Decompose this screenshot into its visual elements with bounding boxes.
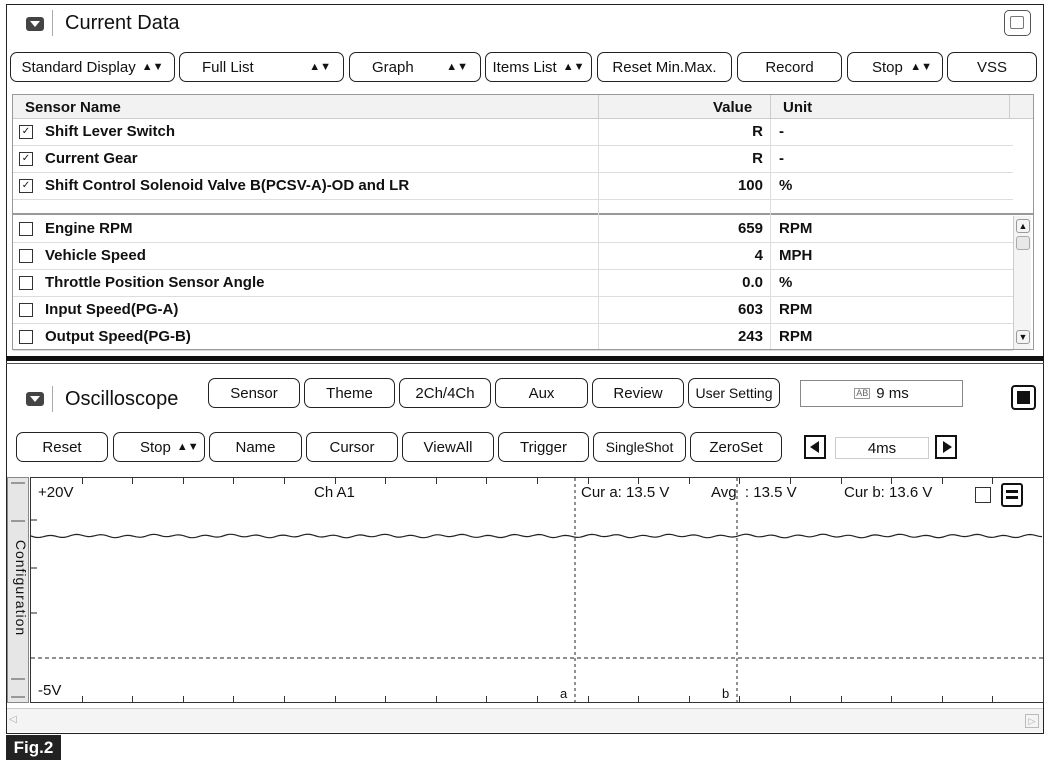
sensor-unit: % [779, 274, 793, 291]
channel-button[interactable]: 2Ch/4Ch [399, 378, 491, 408]
record-button[interactable]: Record [737, 52, 842, 82]
x-tick [284, 478, 285, 484]
x-tick [841, 696, 842, 702]
scroll-down-icon[interactable]: ▼ [1016, 330, 1030, 344]
sensor-name: Shift Lever Switch [45, 123, 176, 140]
table-row[interactable] [13, 243, 1013, 270]
x-tick [436, 478, 437, 484]
sensor-name: Input Speed(PG-A) [45, 301, 179, 318]
table-row[interactable] [13, 270, 1013, 297]
stop-square-icon[interactable] [1011, 385, 1036, 410]
x-tick [689, 478, 690, 484]
sample-time-display [800, 380, 963, 407]
timebase-decrease-icon[interactable] [804, 435, 826, 459]
sensor-unit: - [779, 123, 784, 140]
table-scrollbar[interactable] [1013, 216, 1031, 349]
x-tick [183, 478, 184, 484]
checkbox-checked-icon[interactable]: ✓ [19, 152, 33, 166]
x-tick [132, 696, 133, 702]
x-tick [790, 696, 791, 702]
average-readout: Avg : 13.5 V [711, 484, 797, 501]
table-row[interactable] [13, 146, 1013, 173]
checkbox-checked-icon[interactable]: ✓ [19, 179, 33, 193]
x-tick [385, 696, 386, 702]
x-tick [183, 696, 184, 702]
x-tick [132, 478, 133, 484]
updown-icon: ▲▼ [910, 60, 932, 73]
column-unit[interactable]: Unit [783, 99, 813, 116]
stop-mode-select[interactable]: Stop ▲▼ [113, 432, 205, 462]
configuration-label: Configuration [13, 539, 29, 637]
waveform-canvas [31, 478, 1043, 702]
x-tick [588, 478, 589, 484]
oscilloscope-title: Oscilloscope [65, 388, 179, 410]
x-tick [992, 478, 993, 484]
checkbox-icon[interactable] [19, 303, 33, 317]
checkbox-icon[interactable] [19, 330, 33, 344]
sensor-value: 100 [737, 177, 763, 194]
current-data-title: Current Data [65, 12, 180, 34]
table-header [13, 95, 1033, 119]
divider [52, 386, 53, 412]
x-tick [841, 478, 842, 484]
graph-select[interactable]: Graph ▲▼ [349, 52, 481, 82]
x-tick [486, 696, 487, 702]
maximize-icon[interactable] [1004, 10, 1031, 36]
full-list-select[interactable]: Full List ▲▼ [179, 52, 344, 82]
checkbox-icon[interactable] [19, 276, 33, 290]
sensor-table [12, 94, 1034, 350]
aux-button[interactable]: Aux [495, 378, 588, 408]
viewall-button[interactable]: ViewAll [402, 432, 494, 462]
reset-minmax-button[interactable]: Reset Min.Max. [597, 52, 732, 82]
table-row[interactable] [13, 216, 1013, 243]
table-row[interactable] [13, 324, 1013, 351]
x-tick [537, 696, 538, 702]
sensor-unit: RPM [779, 328, 813, 345]
x-tick [942, 478, 943, 484]
updown-icon: ▲▼ [562, 60, 585, 73]
sample-icon: AB [856, 388, 869, 398]
x-tick [385, 478, 386, 484]
timebase-increase-icon[interactable] [935, 435, 957, 459]
cursor-a-marker: a [560, 686, 568, 701]
checkbox-checked-icon[interactable]: ✓ [19, 125, 33, 139]
reset-button[interactable]: Reset [16, 432, 108, 462]
standard-display-select[interactable]: Standard Display ▲▼ [10, 52, 175, 82]
x-tick [689, 696, 690, 702]
x-tick [992, 696, 993, 702]
vss-button[interactable]: VSS [947, 52, 1037, 82]
sensor-value: R [752, 123, 763, 140]
x-tick [739, 478, 740, 484]
items-list-select[interactable]: Items List ▲▼ [485, 52, 592, 82]
top-voltage-label: +20V [38, 484, 74, 501]
oscilloscope-plot[interactable] [30, 477, 1044, 703]
bottom-voltage-label: -5V [38, 682, 62, 699]
x-tick [638, 478, 639, 484]
horizontal-scrollbar[interactable] [7, 708, 1043, 732]
grip-icon [11, 678, 25, 698]
column-sensor-name[interactable]: Sensor Name [25, 99, 121, 116]
x-tick [638, 696, 639, 702]
scroll-up-icon[interactable]: ▲ [1016, 219, 1030, 233]
review-button[interactable]: Review [592, 378, 684, 408]
user-setting-button[interactable]: User Setting [688, 378, 780, 408]
x-tick [82, 478, 83, 484]
checkbox-icon[interactable] [19, 249, 33, 263]
scroll-right-icon[interactable]: ▷ [1025, 714, 1039, 728]
trigger-button[interactable]: Trigger [498, 432, 589, 462]
collapse-oscilloscope-icon[interactable] [26, 392, 44, 406]
channel-label: Ch A1 [314, 484, 355, 501]
sensor-value: 243 [737, 328, 763, 345]
fixed-rows-divider [13, 213, 1033, 215]
sensor-name: Output Speed(PG-B) [45, 328, 191, 345]
sensor-button[interactable]: Sensor [208, 378, 300, 408]
sensor-value: R [752, 150, 763, 167]
updown-icon: ▲▼ [309, 60, 331, 73]
x-tick [942, 696, 943, 702]
scroll-left-icon[interactable]: ◁ [9, 714, 17, 725]
table-row[interactable] [13, 297, 1013, 324]
x-tick [891, 696, 892, 702]
cursor-b-readout: Cur b: 13.6 V [844, 484, 933, 501]
x-tick [486, 478, 487, 484]
panel-splitter[interactable] [6, 356, 1044, 361]
sensor-name: Vehicle Speed [45, 247, 146, 264]
x-tick [790, 478, 791, 484]
checkbox-icon[interactable] [19, 222, 33, 236]
x-tick [436, 696, 437, 702]
collapse-current-data-icon[interactable] [26, 17, 44, 31]
zeroset-button[interactable]: ZeroSet [690, 432, 782, 462]
sensor-name: Engine RPM [45, 220, 133, 237]
cursor-b-marker: b [722, 686, 730, 701]
updown-icon: ▲▼ [446, 60, 468, 73]
x-tick [82, 696, 83, 702]
x-tick [233, 478, 234, 484]
timebase-value[interactable]: 4ms [835, 437, 929, 459]
stop-select[interactable]: Stop ▲▼ [847, 52, 943, 82]
sensor-unit: RPM [779, 220, 813, 237]
x-tick [891, 478, 892, 484]
sensor-unit: MPH [779, 247, 813, 264]
sensor-value: 603 [737, 301, 763, 318]
sensor-name: Throttle Position Sensor Angle [45, 274, 265, 291]
x-tick [335, 478, 336, 484]
sensor-unit: % [779, 177, 793, 194]
signal-trace [31, 534, 1042, 538]
sensor-value: 659 [737, 220, 763, 237]
scroll-thumb[interactable] [1016, 236, 1030, 250]
x-tick [335, 696, 336, 702]
x-tick [284, 696, 285, 702]
divider [52, 10, 53, 36]
x-tick [233, 696, 234, 702]
sensor-name: Shift Control Solenoid Valve B(PCSV-A)-OD and LR [45, 177, 410, 194]
configuration-tab[interactable] [7, 477, 29, 703]
singleshot-button[interactable]: SingleShot [593, 432, 686, 462]
updown-icon: ▲▼ [176, 440, 199, 453]
name-button[interactable]: Name [209, 432, 302, 462]
x-tick [739, 696, 740, 702]
table-row[interactable] [13, 173, 1013, 200]
figure-label: Fig.2 [6, 735, 61, 760]
updown-icon: ▲▼ [141, 60, 164, 73]
theme-button[interactable]: Theme [304, 378, 395, 408]
sample-time-value: 9 ms [876, 385, 909, 402]
table-row[interactable] [13, 119, 1013, 146]
grip-icon [11, 482, 25, 522]
x-tick [537, 478, 538, 484]
sensor-name: Current Gear [45, 150, 138, 167]
sensor-unit: - [779, 150, 784, 167]
sensor-value: 0.0 [742, 274, 763, 291]
cursor-button[interactable]: Cursor [306, 432, 398, 462]
sensor-value: 4 [754, 247, 763, 264]
x-tick [588, 696, 589, 702]
sensor-unit: RPM [779, 301, 813, 318]
cursor-a-readout: Cur a: 13.5 V [581, 484, 670, 501]
column-value[interactable]: Value [713, 99, 753, 116]
